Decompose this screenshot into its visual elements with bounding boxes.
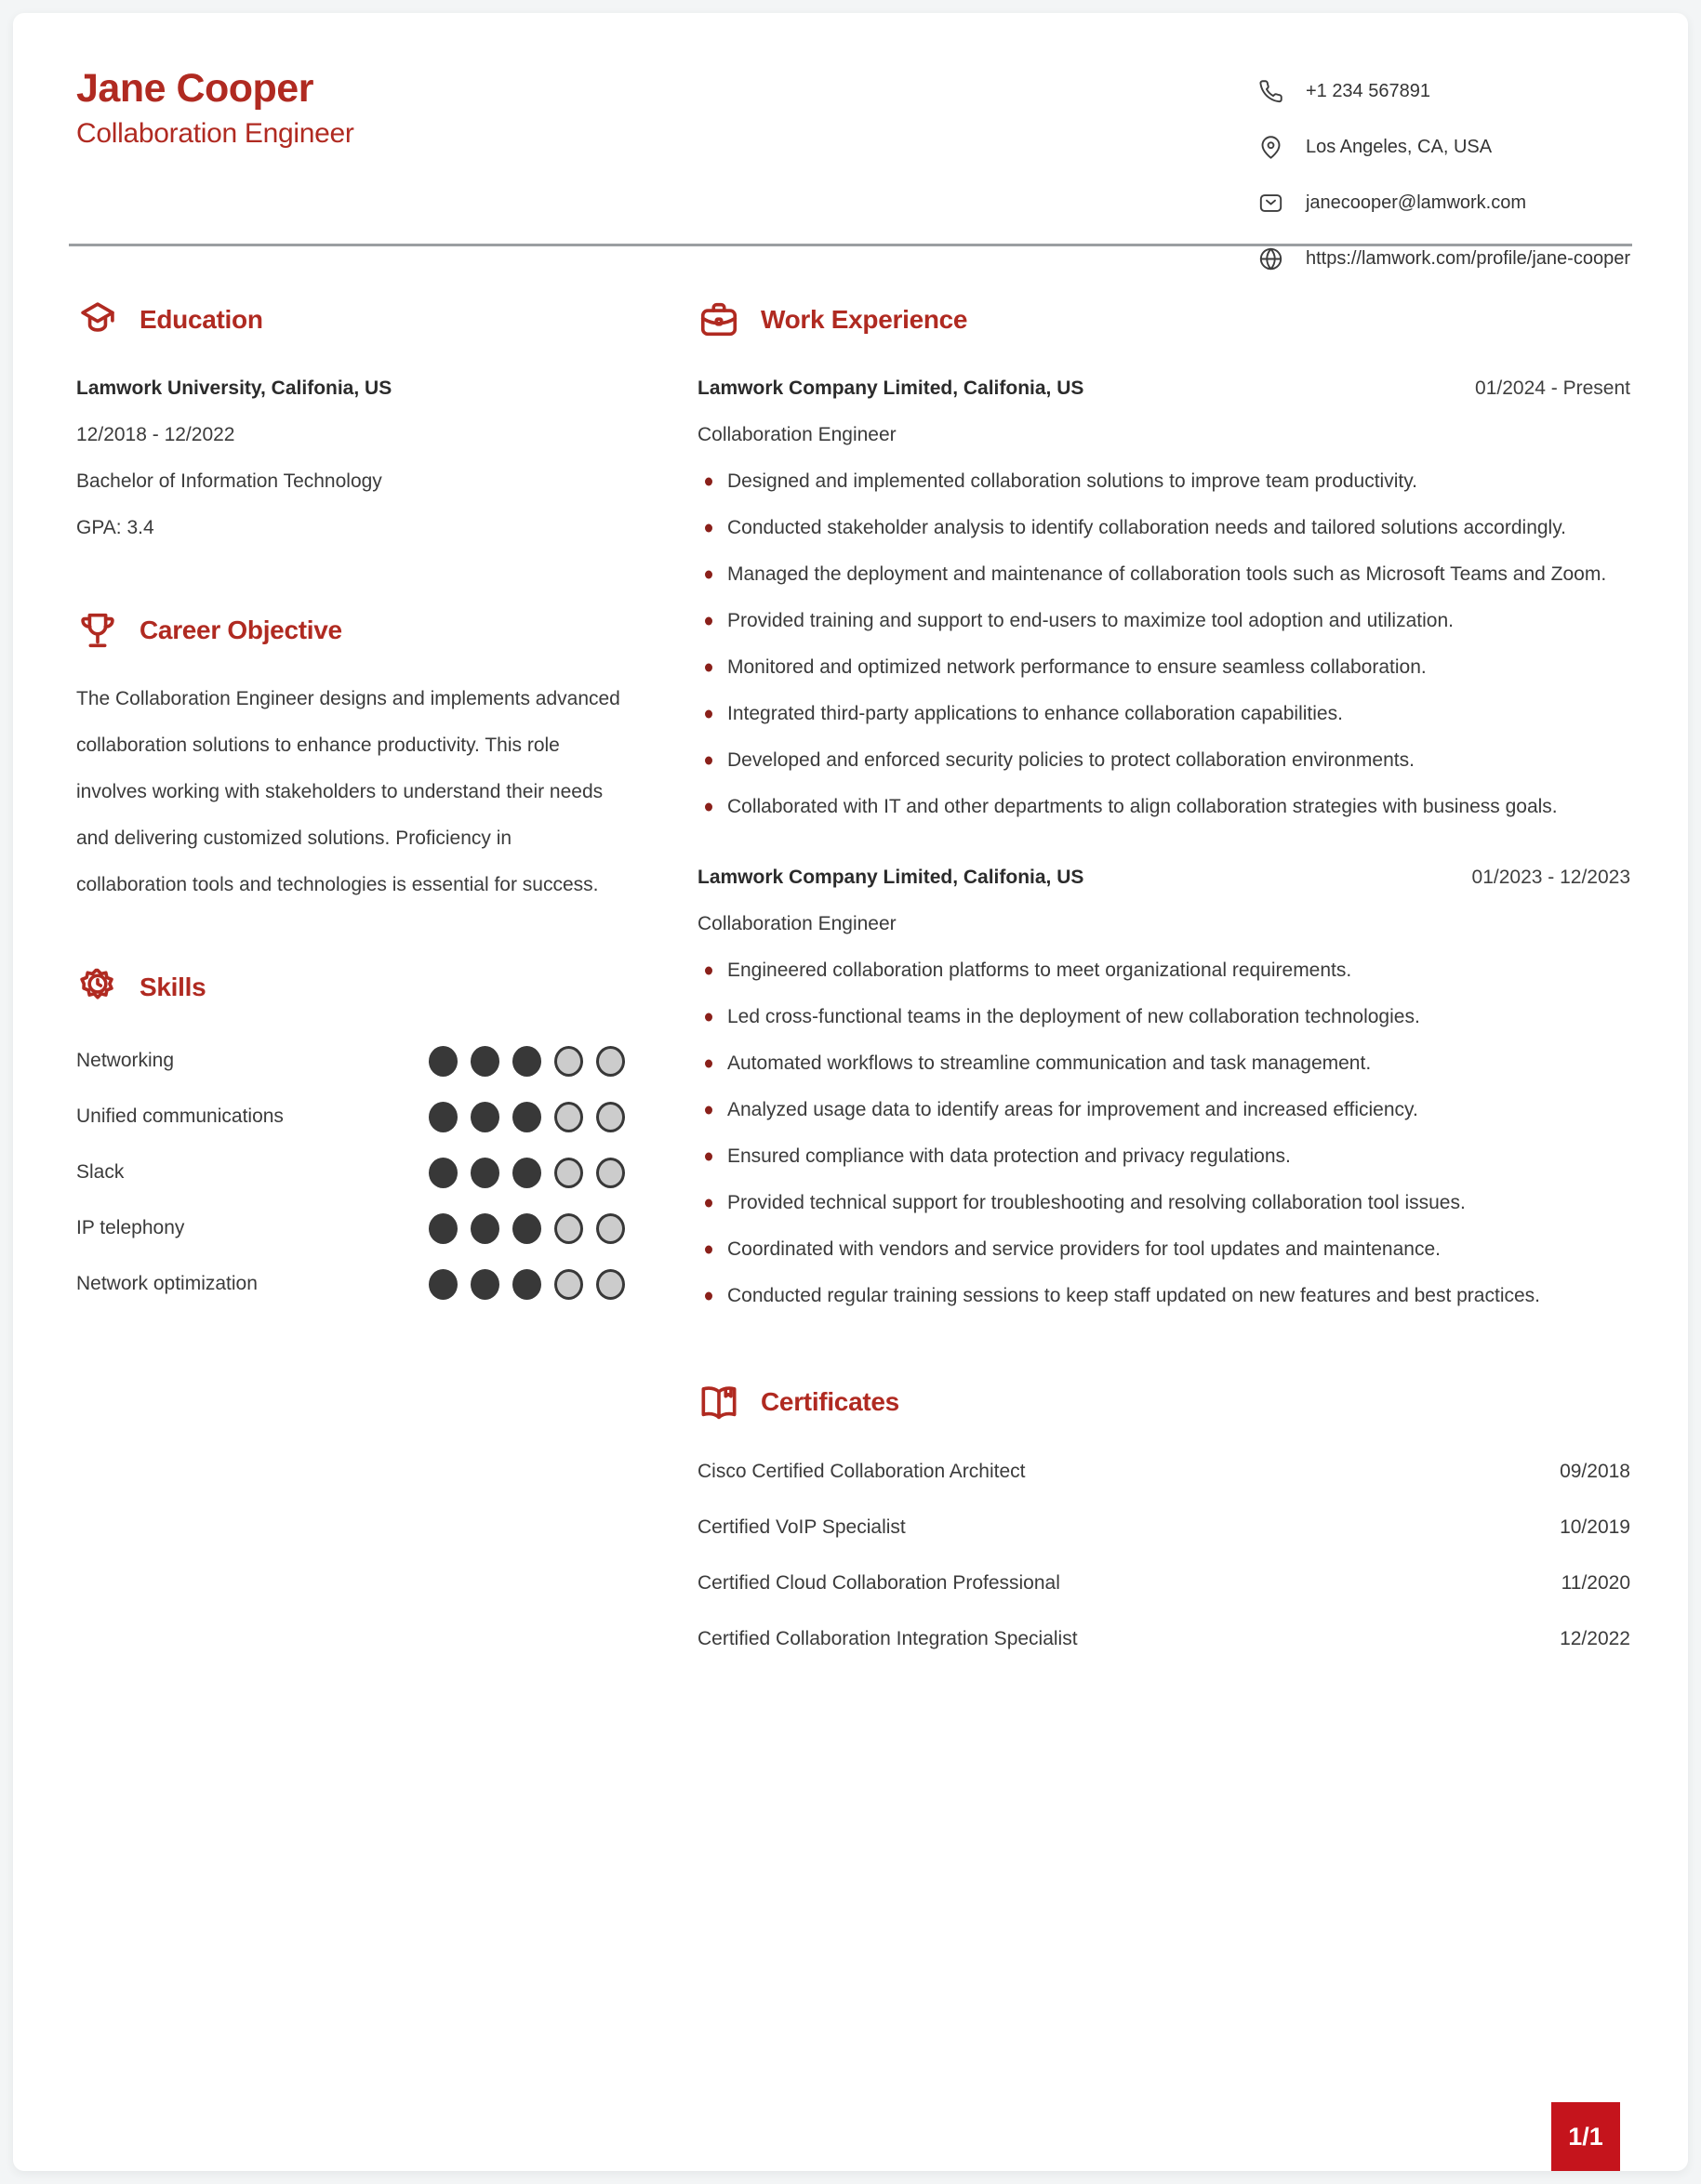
contact-phone [1258,63,1630,119]
skill-dots [429,1102,625,1132]
briefcase-icon [698,298,740,341]
certificate-date: 10/2019 [1560,1516,1630,1538]
experience-bullet: Developed and enforced security policies to protect collaboration environments. [698,737,1630,784]
skill-dot-empty [554,1102,583,1132]
certificate-row [698,1555,1630,1611]
certificate-name: Cisco Certified Collaboration Architect [698,1461,1026,1482]
skill-dot-empty [596,1269,625,1300]
education-title: Education [140,305,263,334]
skill-dot-empty [596,1158,625,1188]
skill-dots [429,1158,625,1188]
certificate-name: Certified VoIP Specialist [698,1516,906,1538]
certificate-name: Certified Cloud Collaboration Professional [698,1572,1060,1594]
badge-clock-icon [76,966,119,1009]
experience-entry-2-header [698,854,1630,901]
experience-dates: 01/2024 - Present [1475,377,1630,399]
skill-label: Networking [76,1050,175,1071]
contact-website-text[interactable]: https://lamwork.com/profile/jane-cooper [1305,247,1630,269]
person-job-title: Collaboration Engineer [76,118,354,150]
skill-dot-filled [512,1213,541,1244]
experience-section [698,298,1630,1319]
contact-website[interactable] [1258,231,1630,286]
skill-dot-filled [471,1046,499,1077]
skill-dot-empty [554,1213,583,1244]
experience-bullet: Conducted stakeholder analysis to identify collaboration needs and tailored solutions accordingly. [698,505,1630,551]
objective-heading [76,609,625,652]
experience-bullet: Analyzed usage data to identify areas for improvement and increased efficiency. [698,1087,1630,1133]
experience-bullet: Provided technical support for troubleshooting and resolving collaboration tool issues. [698,1180,1630,1226]
experience-role: Collaboration Engineer [698,913,897,934]
contact-location-text: Los Angeles, CA, USA [1305,136,1493,157]
skill-row [76,1256,625,1312]
header [13,13,1688,269]
certificate-row [698,1611,1630,1667]
skill-dot-filled [471,1213,499,1244]
globe-icon [1258,246,1283,271]
education-body [76,365,625,551]
skill-label: Unified communications [76,1105,284,1127]
resume-page [13,13,1688,2171]
experience-bullet: Collaborated with IT and other departments to align collaboration strategies with business goals. [698,784,1630,830]
open-book-icon [698,1381,740,1423]
skill-dot-filled [429,1158,458,1188]
phone-icon [1258,79,1283,104]
objective-section [76,609,625,908]
contact-email-text[interactable]: janecooper@lamwork.com [1305,192,1527,213]
mail-icon [1258,191,1283,216]
skill-dots [429,1046,625,1077]
skill-dot-filled [429,1102,458,1132]
objective-text: The Collaboration Engineer designs and implements advanced collaboration solutions to enhance productivity. This role involves working with stakeholders to understand their needs and delivering customized solutions. Proficiency in collaboration tools and technologies is essential for success. [76,688,620,895]
left-column [76,298,625,1370]
experience-bullet: Ensured compliance with data protection and privacy regulations. [698,1133,1630,1180]
certificates-heading [698,1381,1630,1423]
content-columns [13,246,1688,1725]
contact-phone-text: +1 234 567891 [1305,80,1430,101]
education-dates: 12/2018 - 12/2022 [76,424,235,445]
skill-dot-empty [554,1269,583,1300]
skill-row [76,1200,625,1256]
experience-bullet-list [698,947,1630,1319]
trophy-icon [76,609,119,652]
experience-bullet: Coordinated with vendors and service providers for tool updates and maintenance. [698,1226,1630,1273]
graduation-cap-icon [76,298,119,341]
experience-role: Collaboration Engineer [698,424,897,445]
experience-bullet: Engineered collaboration platforms to meet organizational requirements. [698,947,1630,994]
skill-dots [429,1213,625,1244]
experience-company: Lamwork Company Limited, Califonia, US [698,377,1084,399]
objective-title: Career Objective [140,615,342,644]
skill-dot-filled [471,1269,499,1300]
experience-bullet: Integrated third-party applications to enhance collaboration capabilities. [698,691,1630,737]
page-number-badge: 1/1 [1551,2102,1620,2171]
skill-row [76,1033,625,1089]
experience-bullet: Designed and implemented collaboration solutions to improve team productivity. [698,458,1630,505]
certificate-row [698,1500,1630,1555]
skill-dot-filled [471,1102,499,1132]
skill-label: IP telephony [76,1217,185,1238]
skills-list [76,1033,625,1312]
education-degree: Bachelor of Information Technology [76,470,382,492]
experience-dates: 01/2023 - 12/2023 [1471,867,1630,888]
skill-dot-filled [429,1213,458,1244]
skill-dot-empty [596,1046,625,1077]
identity-block [76,61,354,150]
experience-bullet: Provided training and support to end-users to maximize tool adoption and utilization. [698,598,1630,644]
experience-bullet: Monitored and optimized network performance to ensure seamless collaboration. [698,644,1630,691]
skill-dot-filled [429,1046,458,1077]
skill-dot-filled [512,1269,541,1300]
experience-entry-2 [698,854,1630,1319]
skill-label: Network optimization [76,1273,258,1294]
skill-dot-empty [554,1046,583,1077]
experience-bullet-list [698,458,1630,830]
map-pin-icon [1258,135,1283,160]
experience-bullet: Led cross-functional teams in the deployment of new collaboration technologies. [698,994,1630,1040]
education-section [76,298,625,551]
contact-block [1258,61,1630,286]
skill-dot-filled [471,1158,499,1188]
contact-email[interactable] [1258,175,1630,231]
skills-heading [76,966,625,1009]
skill-dot-empty [596,1213,625,1244]
experience-bullet: Conducted regular training sessions to keep staff updated on new features and best practices. [698,1273,1630,1319]
skill-dot-filled [512,1046,541,1077]
skill-dot-filled [512,1102,541,1132]
skills-section [76,966,625,1312]
certificates-list [698,1444,1630,1667]
skills-title: Skills [140,973,206,1001]
certificates-section [698,1381,1630,1667]
experience-entry-1 [698,365,1630,830]
objective-body [76,676,625,908]
education-school: Lamwork University, Califonia, US [76,377,392,399]
certificate-date: 12/2022 [1560,1628,1630,1649]
experience-bullet: Automated workflows to streamline communication and task management. [698,1040,1630,1087]
certificate-date: 11/2020 [1561,1572,1630,1594]
skill-label: Slack [76,1161,125,1183]
experience-entry-1-header [698,365,1630,412]
certificates-title: Certificates [761,1387,899,1416]
skill-dot-empty [596,1102,625,1132]
certificate-date: 09/2018 [1560,1461,1630,1482]
education-heading [76,298,625,341]
experience-company: Lamwork Company Limited, Califonia, US [698,867,1084,888]
person-name: Jane Cooper [76,66,313,111]
skill-row [76,1145,625,1200]
contact-location [1258,119,1630,175]
certificate-row [698,1444,1630,1500]
right-column [698,298,1630,1725]
skill-dot-empty [554,1158,583,1188]
experience-title: Work Experience [761,305,968,334]
skill-row [76,1089,625,1145]
skill-dots [429,1269,625,1300]
experience-heading [698,298,1630,341]
experience-bullet: Managed the deployment and maintenance of collaboration tools such as Microsoft Teams and Zoom. [698,551,1630,598]
certificate-name: Certified Collaboration Integration Specialist [698,1628,1078,1649]
skill-dot-filled [429,1269,458,1300]
skill-dot-filled [512,1158,541,1188]
education-gpa: GPA: 3.4 [76,517,154,538]
